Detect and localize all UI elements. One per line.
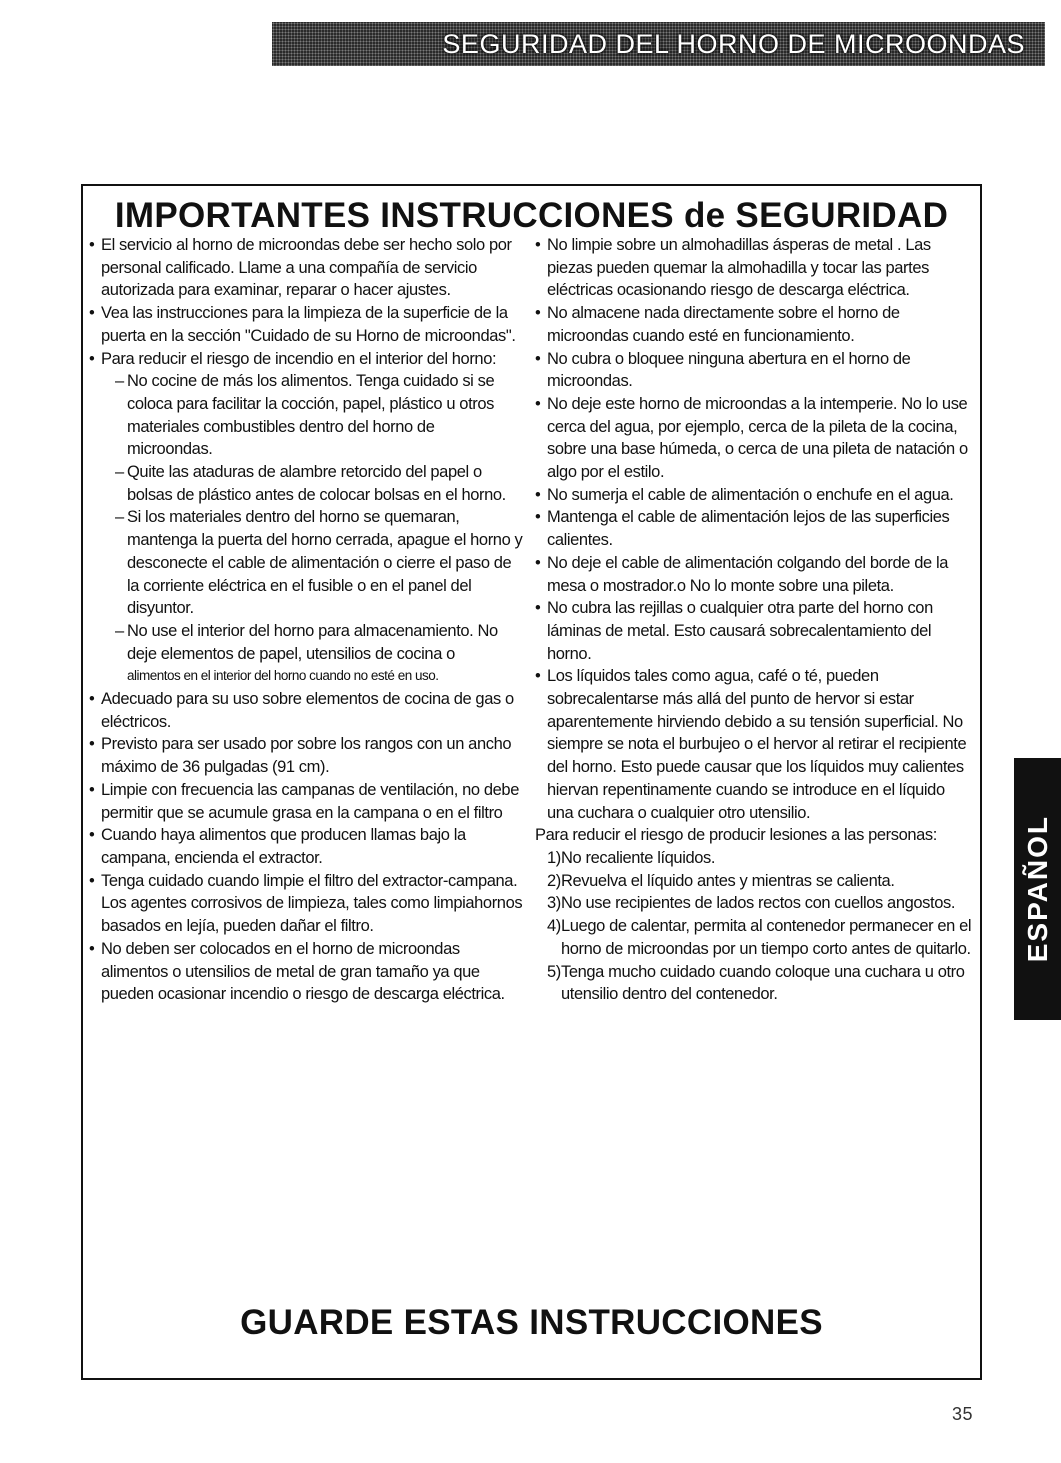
- bullet-item-cord-heat: • Mantenga el cable de alimentación lejos de las superficies calientes.: [535, 506, 975, 551]
- bullet-item-service: • El servicio al horno de microondas debe ser hecho solo por personal calificado. Llame a una compañía de servicio autorizada para examinar, reparar o hacer ajustes.: [89, 234, 524, 302]
- instructions-title: IMPORTANTES INSTRUCCIONES de SEGURIDAD: [114, 196, 949, 235]
- item-text: Tenga mucho cuidado cuando coloque una cuchara u otro utensilio dentro del contenedor.: [561, 962, 965, 1004]
- injury-numbered-list: [535, 847, 975, 1006]
- bullet-item-outdoors: • No deje este horno de microondas a la intemperie. No lo use cerca del agua, por ejemplo, cerca de la pileta de la cocina, sobre una base húmeda, o cerca de una pileta de natación o algo por el estilo.: [535, 393, 975, 484]
- section-header-title: SEGURIDAD DEL HORNO DE MICROONDAS: [442, 28, 1025, 59]
- bullet-item-filter-cleaning: • Tenga cuidado cuando limpie el filtro del extractor-campana. Los agentes corrosivos de limpieza, tales como limpiahornos basados en lejía, pueden dañar el filtro.: [89, 870, 524, 938]
- bullet-item-metal-sheets: • No cubra las rejillas o cualquier otra parte del horno con láminas de metal. Esto causará sobrecalentamiento del horno.: [535, 597, 975, 665]
- item-text: No recaliente líquidos.: [561, 848, 716, 867]
- bullet-item-flaming-foods: • Cuando haya alimentos que producen llamas bajo la campana, encienda el extractor.: [89, 824, 524, 869]
- bullet-item-no-storage: • No almacene nada directamente sobre el horno de microondas cuando esté en funcionamiento.: [535, 302, 975, 347]
- bullet-item-metal-pads: • No limpie sobre un almohadillas ásperas de metal . Las piezas pueden quemar la almohadilla y tocar las partes eléctricas ocasionando riesgo de descarga eléctrica.: [535, 234, 975, 302]
- item-text: Revuelva el líquido antes y mientras se calienta.: [561, 871, 895, 890]
- language-tab-label: ESPAÑOL: [1021, 815, 1053, 963]
- bullet-item-no-cover: • No cubra o bloquee ninguna abertura en el horno de microondas.: [535, 348, 975, 393]
- storage-text: No use el interior del horno para almacenamiento. No deje elementos de papel, utensilios de cocina o: [127, 621, 498, 663]
- bullet-item-metal-utensils: • No deben ser colocados en el horno de microondas alimentos o utensilios de metal de gran tamaño ya que pueden ocasionar incendio o riesgo de descarga eléctrica.: [89, 938, 524, 1006]
- language-tab: [1014, 758, 1061, 1020]
- item-number: 4): [547, 917, 561, 936]
- fire-risk-intro: Para reducir el riesgo de incendio en el interior del horno:: [101, 349, 497, 368]
- fire-risk-sublist: [101, 370, 524, 688]
- sub-item-twist-ties: – Quite las ataduras de alambre retorcido del papel o bolsas de plástico antes de colocar bolsas en el horno.: [101, 461, 524, 506]
- sub-item-fire-inside: – Si los materiales dentro del horno se quemaran, mantenga la puerta del horno cerrada, apague el horno y desconecte el cable de alimentación o cierre el paso de la corriente eléctrica en el fusible o en el panel del disyuntor.: [101, 506, 524, 620]
- bullet-item-cooktop-use: • Adecuado para su uso sobre elementos de cocina de gas o eléctricos.: [89, 688, 524, 733]
- numbered-item: [535, 961, 975, 1006]
- bullet-item-superheated-liquids: • Los líquidos tales como agua, café o té, pueden sobrecalentarse más allá del punto de hervor si estar aparentemente hirviendo debido a su tensión superficial. No siempre se nota el burbujeo o el hervor al retirar el recipiente del horno. Esto puede causar que los líquidos muy calientes hiervan repentinamente cuando se introduce en el líquido una cuchara o cualquier otro utensilio.: [535, 665, 975, 824]
- left-bullet-list: [89, 234, 524, 1006]
- item-number: 1): [547, 848, 561, 867]
- item-number: 2): [547, 871, 561, 890]
- sub-item-storage: [101, 620, 524, 688]
- item-text: Luego de calentar, permita al contenedor permanecer en el horno de microondas por un tiempo corto antes de quitarlo.: [561, 917, 972, 958]
- bullet-item-fire-risk: [89, 348, 524, 689]
- bullet-item-door-cleaning: • Vea las instrucciones para la limpieza de la superficie de la puerta en la sección "Cuidado de su Horno de microondas".: [89, 302, 524, 347]
- page-number: 35: [952, 1404, 974, 1424]
- injury-risk-intro: Para reducir el riesgo de producir lesiones a las personas:: [535, 826, 937, 845]
- right-bullet-list: [535, 234, 975, 824]
- bullet-item-range-width: • Previsto para ser usado por sobre los rangos con un ancho máximo de 36 pulgadas (91 cm).: [89, 733, 524, 778]
- numbered-item: [535, 892, 975, 915]
- numbered-item: [535, 915, 975, 960]
- sub-item-overcook: – No cocine de más los alimentos. Tenga cuidado si se coloca para facilitar la cocción, papel, plástico u otros materiales combustibles dentro del horno de microondas.: [101, 370, 524, 461]
- bullet-item-no-submerge: • No sumerja el cable de alimentación o enchufe en el agua.: [535, 484, 975, 507]
- safety-instructions-box: [81, 184, 982, 1380]
- bullet-item-cord-hanging: • No deje el cable de alimentación colgando del borde de la mesa o mostrador.o No lo monte sobre una pileta.: [535, 552, 975, 597]
- item-number: 3): [547, 894, 561, 913]
- save-instructions-title: GUARDE ESTAS INSTRUCCIONES: [240, 1303, 823, 1342]
- numbered-item: [535, 870, 975, 893]
- item-text: No use recipientes de lados rectos con cuellos angostos.: [561, 894, 956, 913]
- storage-text-tail: alimentos en el interior del horno cuando no esté en uso.: [127, 668, 439, 684]
- item-number: 5): [547, 962, 561, 981]
- numbered-item: [535, 847, 975, 870]
- left-column: [89, 234, 524, 1006]
- section-header-bar: [272, 22, 1045, 66]
- bullet-item-clean-hood: • Limpie con frecuencia las campanas de ventilación, no debe permitir que se acumule grasa en la campana o en el filtro: [89, 779, 524, 824]
- right-column: [535, 234, 975, 1006]
